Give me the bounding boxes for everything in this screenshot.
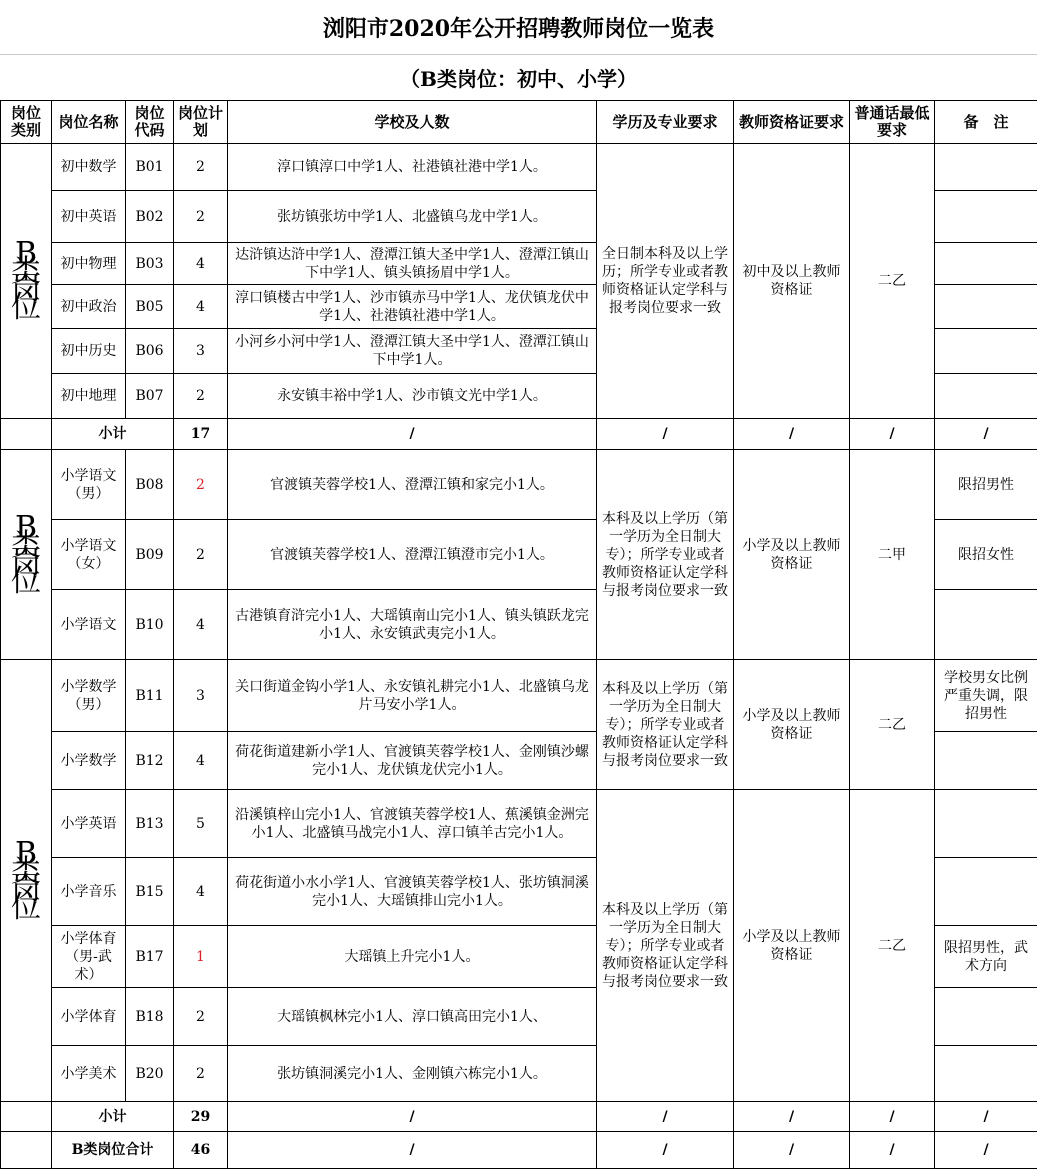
header-plan: 岗位计划 <box>174 101 228 144</box>
header-mandarin: 普通话最低要求 <box>850 101 935 144</box>
position-name: 初中数学 <box>52 144 126 191</box>
remark-cell <box>935 285 1037 329</box>
position-code: B01 <box>126 144 174 191</box>
position-code: B11 <box>126 660 174 732</box>
remark-cell <box>935 374 1037 419</box>
category-cell: B类岗位 <box>1 144 52 419</box>
education-cell: 全日制本科及以上学历；所学专业或者教师资格证认定学科与报考岗位要求一致 <box>597 144 734 419</box>
position-code: B17 <box>126 926 174 988</box>
position-plan: 4 <box>174 243 228 285</box>
position-name: 小学数学（男） <box>52 660 126 732</box>
header-row <box>1 101 1037 144</box>
certificate-cell: 小学及以上教师资格证 <box>734 450 850 660</box>
page-subtitle: （B类岗位：初中、小学） <box>400 67 637 91</box>
position-code: B05 <box>126 285 174 329</box>
total-value: 46 <box>174 1132 228 1169</box>
position-code: B10 <box>126 590 174 660</box>
position-name: 初中政治 <box>52 285 126 329</box>
schools-cell: 荷花街道建新小学1人、官渡镇芙蓉学校1人、金刚镇沙螺完小1人、龙伏镇龙伏完小1人。 <box>228 732 597 790</box>
remark-cell: 限招女性 <box>935 520 1037 590</box>
position-plan: 4 <box>174 858 228 926</box>
schools-cell: 古港镇育浒完小1人、大瑶镇南山完小1人、镇头镇跃龙完小1人、永安镇武夷完小1人。 <box>228 590 597 660</box>
position-plan: 3 <box>174 329 228 374</box>
table-row <box>1 790 1037 858</box>
position-name: 小学数学 <box>52 732 126 790</box>
header-education: 学历及专业要求 <box>597 101 734 144</box>
category-cell: B类岗位 <box>1 660 52 1102</box>
certificate-cell: 小学及以上教师资格证 <box>734 790 850 1102</box>
position-plan: 2 <box>174 191 228 243</box>
subtotal-label: 小计 <box>52 419 174 450</box>
slash-cell: / <box>935 419 1037 450</box>
position-name: 小学语文 <box>52 590 126 660</box>
position-code: B13 <box>126 790 174 858</box>
remark-cell <box>935 732 1037 790</box>
position-code: B15 <box>126 858 174 926</box>
slash-cell: / <box>597 1102 734 1132</box>
subtotal-row <box>1 1102 1037 1132</box>
remark-cell <box>935 858 1037 926</box>
header-name: 岗位名称 <box>52 101 126 144</box>
certificate-cell: 小学及以上教师资格证 <box>734 660 850 790</box>
position-name: 初中地理 <box>52 374 126 419</box>
position-name: 小学英语 <box>52 790 126 858</box>
schools-cell: 大瑶镇上升完小1人。 <box>228 926 597 988</box>
slash-cell: / <box>935 1102 1037 1132</box>
subtotal-row <box>1 419 1037 450</box>
position-plan: 3 <box>174 660 228 732</box>
position-code: B12 <box>126 732 174 790</box>
schools-cell: 官渡镇芙蓉学校1人、澄潭江镇和家完小1人。 <box>228 450 597 520</box>
subtotal-value: 29 <box>174 1102 228 1132</box>
position-code: B20 <box>126 1046 174 1102</box>
education-cell: 本科及以上学历（第一学历为全日制大专）；所学专业或者教师资格证认定学科与报考岗位要求一致 <box>597 790 734 1102</box>
position-name: 初中英语 <box>52 191 126 243</box>
remark-cell <box>935 790 1037 858</box>
slash-cell: / <box>734 1132 850 1169</box>
schools-cell: 小河乡小河中学1人、澄潭江镇大圣中学1人、澄潭江镇山下中学1人。 <box>228 329 597 374</box>
position-code: B03 <box>126 243 174 285</box>
positions-table <box>0 100 1037 1169</box>
position-name: 小学体育（男-武术） <box>52 926 126 988</box>
position-code: B06 <box>126 329 174 374</box>
table-row <box>1 144 1037 191</box>
slash-cell: / <box>850 1132 935 1169</box>
position-plan: 4 <box>174 732 228 790</box>
position-plan: 2 <box>174 520 228 590</box>
schools-cell: 永安镇丰裕中学1人、沙市镇文光中学1人。 <box>228 374 597 419</box>
schools-cell: 达浒镇达浒中学1人、澄潭江镇大圣中学1人、澄潭江镇山下中学1人、镇头镇扬眉中学1人。 <box>228 243 597 285</box>
slash-cell: / <box>850 419 935 450</box>
position-code: B08 <box>126 450 174 520</box>
remark-cell <box>935 590 1037 660</box>
position-plan: 1 <box>174 926 228 988</box>
position-name: 初中物理 <box>52 243 126 285</box>
mandarin-cell: 二乙 <box>850 790 935 1102</box>
remark-cell <box>935 191 1037 243</box>
total-row <box>1 1132 1037 1169</box>
position-code: B18 <box>126 988 174 1046</box>
position-plan: 4 <box>174 590 228 660</box>
slash-cell: / <box>228 1132 597 1169</box>
slash-cell: / <box>734 419 850 450</box>
schools-cell: 官渡镇芙蓉学校1人、澄潭江镇澄市完小1人。 <box>228 520 597 590</box>
table-row <box>1 450 1037 520</box>
total-label: B类岗位合计 <box>52 1132 174 1169</box>
education-cell: 本科及以上学历（第一学历为全日制大专）；所学专业或者教师资格证认定学科与报考岗位要求一致 <box>597 660 734 790</box>
category-cell: B类岗位 <box>1 450 52 660</box>
page-title: 浏阳市2020年公开招聘教师岗位一览表 <box>0 0 1037 55</box>
schools-cell: 张坊镇张坊中学1人、北盛镇乌龙中学1人。 <box>228 191 597 243</box>
slash-cell: / <box>597 419 734 450</box>
position-name: 初中历史 <box>52 329 126 374</box>
position-plan: 2 <box>174 988 228 1046</box>
remark-cell <box>935 988 1037 1046</box>
position-plan: 5 <box>174 790 228 858</box>
slash-cell: / <box>228 1102 597 1132</box>
slash-cell: / <box>850 1102 935 1132</box>
mandarin-cell: 二乙 <box>850 660 935 790</box>
slash-cell: / <box>935 1132 1037 1169</box>
position-code: B02 <box>126 191 174 243</box>
position-plan: 4 <box>174 285 228 329</box>
schools-cell: 沿溪镇梓山完小1人、官渡镇芙蓉学校1人、蕉溪镇金洲完小1人、北盛镇马战完小1人、淳口镇羊古完小1人。 <box>228 790 597 858</box>
header-remark: 备 注 <box>935 101 1037 144</box>
subtotal-label: 小计 <box>52 1102 174 1132</box>
header-category: 岗位类别 <box>1 101 52 144</box>
position-name: 小学体育 <box>52 988 126 1046</box>
position-plan: 2 <box>174 144 228 191</box>
slash-cell: / <box>734 1102 850 1132</box>
header-certificate: 教师资格证要求 <box>734 101 850 144</box>
remark-cell: 限招男性，武术方向 <box>935 926 1037 988</box>
schools-cell: 关口街道金钩小学1人、永安镇礼耕完小1人、北盛镇乌龙片马安小学1人。 <box>228 660 597 732</box>
position-code: B09 <box>126 520 174 590</box>
header-code: 岗位代码 <box>126 101 174 144</box>
mandarin-cell: 二甲 <box>850 450 935 660</box>
table-row <box>1 660 1037 732</box>
position-name: 小学语文（男） <box>52 450 126 520</box>
schools-cell: 淳口镇楼古中学1人、沙市镇赤马中学1人、龙伏镇龙伏中学1人、社港镇社港中学1人。 <box>228 285 597 329</box>
header-schools: 学校及人数 <box>228 101 597 144</box>
schools-cell: 大瑶镇枫林完小1人、淳口镇高田完小1人、 <box>228 988 597 1046</box>
education-cell: 本科及以上学历（第一学历为全日制大专）；所学专业或者教师资格证认定学科与报考岗位要求一致 <box>597 450 734 660</box>
remark-cell <box>935 329 1037 374</box>
remark-cell <box>935 243 1037 285</box>
mandarin-cell: 二乙 <box>850 144 935 419</box>
position-plan: 2 <box>174 1046 228 1102</box>
schools-cell: 荷花街道小水小学1人、官渡镇芙蓉学校1人、张坊镇洞溪完小1人、大瑶镇排山完小1人。 <box>228 858 597 926</box>
slash-cell: / <box>228 419 597 450</box>
position-code: B07 <box>126 374 174 419</box>
position-name: 小学音乐 <box>52 858 126 926</box>
position-plan: 2 <box>174 450 228 520</box>
remark-cell <box>935 144 1037 191</box>
position-name: 小学语文（女） <box>52 520 126 590</box>
schools-cell: 淳口镇淳口中学1人、社港镇社港中学1人。 <box>228 144 597 191</box>
remark-cell: 学校男女比例严重失调，限招男性 <box>935 660 1037 732</box>
certificate-cell: 初中及以上教师资格证 <box>734 144 850 419</box>
subtotal-value: 17 <box>174 419 228 450</box>
remark-cell <box>935 1046 1037 1102</box>
position-name: 小学美术 <box>52 1046 126 1102</box>
slash-cell: / <box>597 1132 734 1169</box>
schools-cell: 张坊镇洞溪完小1人、金刚镇六栋完小1人。 <box>228 1046 597 1102</box>
remark-cell: 限招男性 <box>935 450 1037 520</box>
position-plan: 2 <box>174 374 228 419</box>
